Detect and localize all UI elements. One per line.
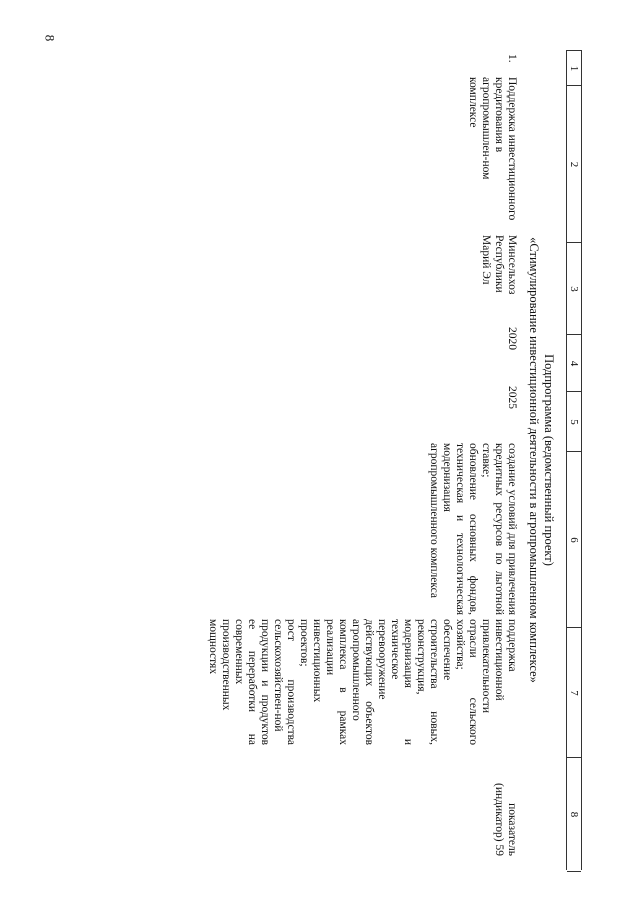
- column-number-3: 3: [567, 242, 581, 335]
- subprogram-title: Подпрограмма (ведомственный проект): [542, 354, 556, 566]
- column-number-6: 6: [567, 451, 581, 628]
- measure-name: Поддержка инвестиционного кредитования в агропромышлен-ном комплексе: [467, 77, 518, 221]
- main-directions: поддержка инвестиционной привлекательности отрасли сельского хозяйства; обеспечение строительства новых, реконструкция, модернизация и техническое перевооружение действующих объектов агропромышленного комплекса в рамках реализации инвестиционных проектов; рост производства сельскохозяйствен-ной продукции и продуктов ее переработки на современных производственных мощностях: [207, 619, 518, 745]
- column-number-4: 4: [567, 334, 581, 392]
- row-number: 1.: [506, 54, 518, 63]
- end-year: 2025: [506, 386, 518, 409]
- subprogram-heading: [526, 50, 556, 870]
- indicator-link: показатель (индикатор) 59: [493, 783, 518, 856]
- subprogram-name: «Стимулирование инвестиционной деятельности в агропромышленном комплексе»: [527, 237, 541, 683]
- document-table-sheet: [65, 40, 590, 890]
- column-number-5: 5: [567, 391, 581, 452]
- start-year: 2020: [506, 327, 518, 350]
- expected-result: создание условий для привлечения кредитных ресурсов по льготной ставке; обновление основных фондов, техническая и технологическая модернизация агропромышленного комплекса: [428, 443, 518, 615]
- column-number-2: 2: [567, 85, 581, 243]
- column-number-7: 7: [567, 627, 581, 758]
- responsible-executor: Минсельхоз Республики Марий Эл: [480, 235, 518, 295]
- column-number-1: 1: [567, 50, 581, 86]
- column-number-header: [566, 50, 582, 870]
- column-number-8: 8: [567, 757, 581, 872]
- page-number: 8: [42, 34, 58, 42]
